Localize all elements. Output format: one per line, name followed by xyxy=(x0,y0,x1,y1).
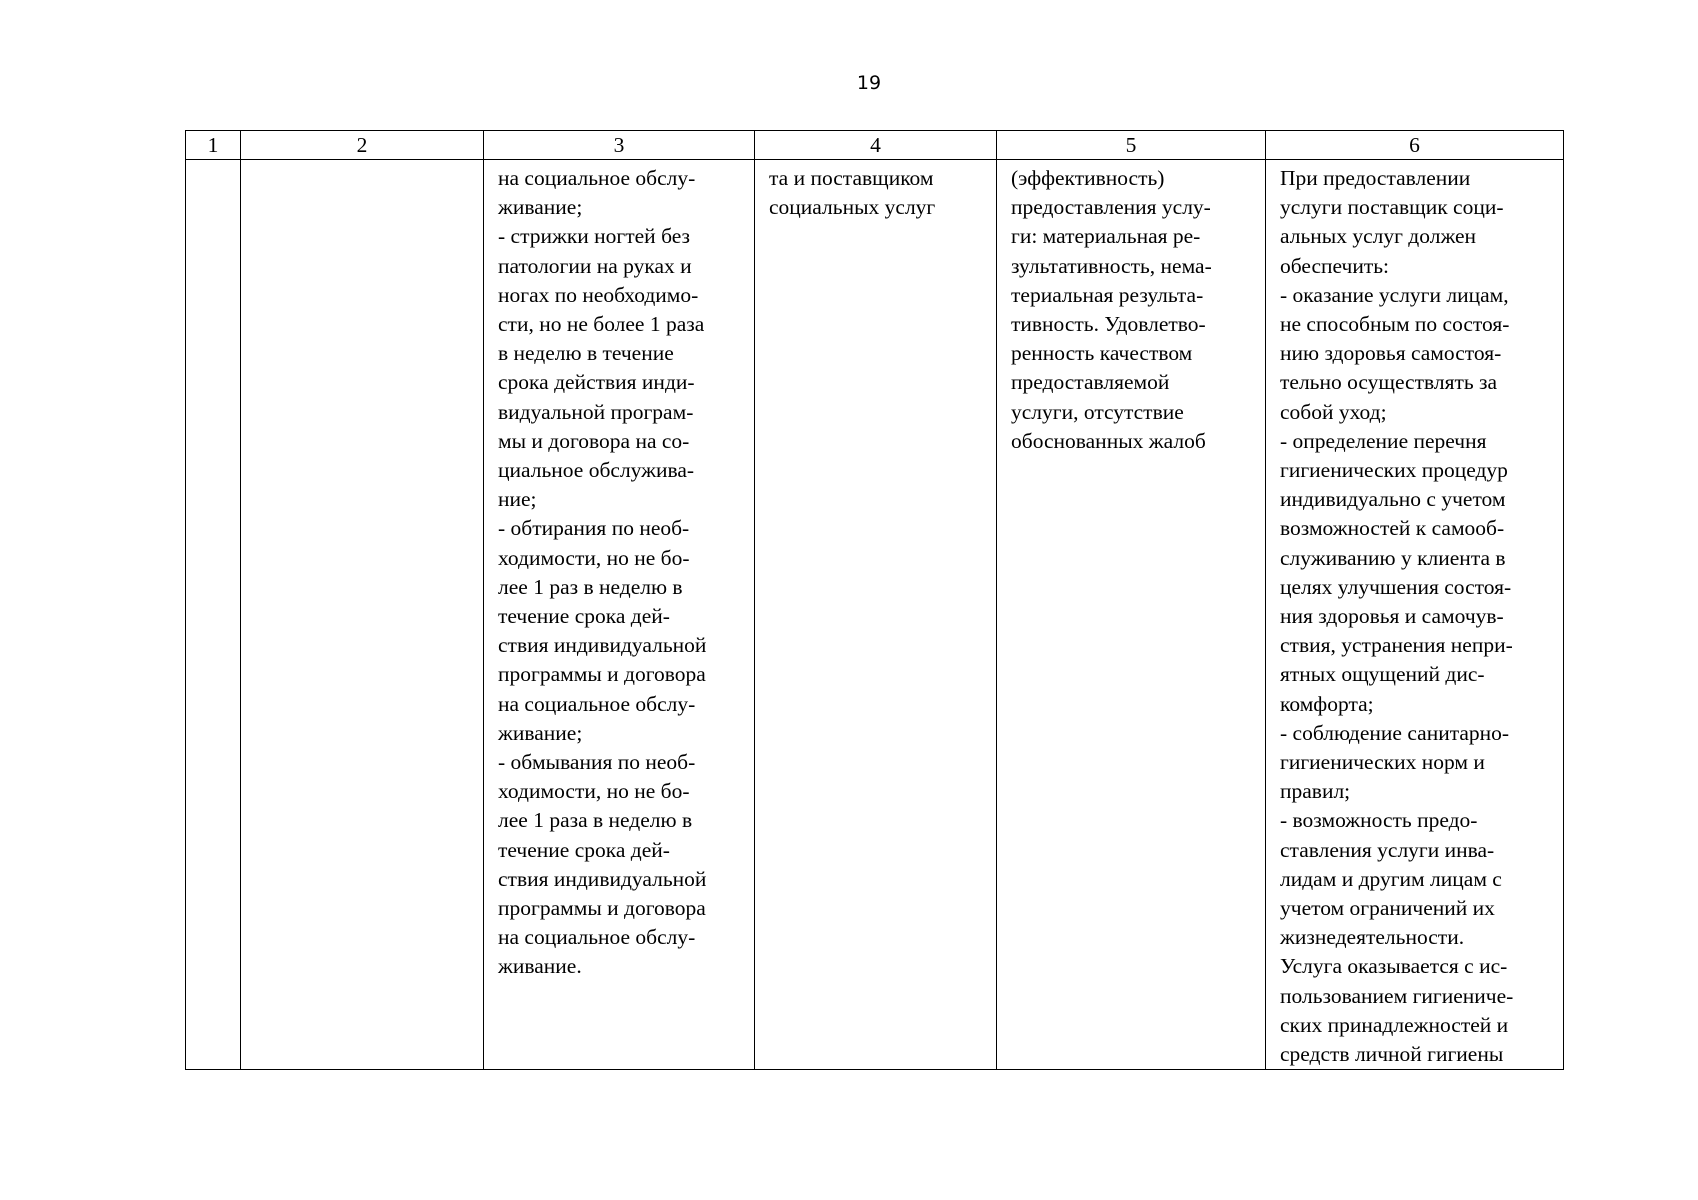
col5-line: тивность. Удовлетво- xyxy=(1011,312,1206,337)
col4-line: социальных услуг xyxy=(769,195,936,220)
col3-line: циальное обслужива- xyxy=(498,458,695,483)
col6-line: тельно осуществлять за xyxy=(1280,370,1498,395)
col6-line: собой уход; xyxy=(1280,399,1387,424)
cell-col4 xyxy=(755,160,997,1070)
col6-line: индивидуально с учетом xyxy=(1280,487,1506,512)
col5-line: предоставления услу- xyxy=(1011,195,1211,220)
col6-line: услуги поставщик соци- xyxy=(1280,195,1504,220)
col3-line: видуальной програм- xyxy=(498,399,694,424)
col4-line: та и поставщиком xyxy=(769,166,934,190)
col5-line: обоснованных жалоб xyxy=(1011,428,1206,453)
col6-line: - определение перечня xyxy=(1280,428,1487,453)
col6-line: - оказание услуги лицам, xyxy=(1280,282,1509,307)
column-header-2: 2 xyxy=(241,131,484,160)
col6-line: возможностей к самооб- xyxy=(1280,516,1505,541)
col3-line: на социальное обслу- xyxy=(498,691,696,716)
col5-line: териальная результа- xyxy=(1011,282,1204,307)
col3-line: течение срока дей- xyxy=(498,837,670,862)
col3-line: живание. xyxy=(498,954,582,979)
col3-line: течение срока дей- xyxy=(498,604,670,629)
col3-line: лее 1 раз в неделю в xyxy=(498,574,683,599)
col5-line: ги: материальная ре- xyxy=(1011,224,1201,249)
col3-line: на социальное обслу- xyxy=(498,925,696,950)
cell-col3 xyxy=(484,160,755,1070)
col3-line: в неделю в течение xyxy=(498,341,674,366)
cell-col2 xyxy=(241,160,484,1070)
col6-line: альных услуг должен xyxy=(1280,224,1477,249)
col6-line: ния здоровья и самочув- xyxy=(1280,604,1504,629)
col3-line: ходимости, но не бо- xyxy=(498,545,690,570)
col6-line: средств личной гигиены xyxy=(1280,1042,1504,1067)
services-table xyxy=(185,130,1564,1070)
col3-line: программы и договора xyxy=(498,662,706,687)
col6-line: - соблюдение санитарно- xyxy=(1280,720,1510,745)
col3-line: - обмывания по необ- xyxy=(498,750,696,775)
col3-line: на социальное обслу- xyxy=(498,166,696,190)
col6-line: учетом ограничений их xyxy=(1280,896,1495,921)
page-number: 19 xyxy=(856,72,882,94)
col5-line: предоставляемой xyxy=(1011,370,1170,395)
col6-line: ствия, устранения непри- xyxy=(1280,633,1513,658)
col6-line: комфорта; xyxy=(1280,691,1374,716)
cell-col5 xyxy=(997,160,1266,1070)
col6-line: пользованием гигиениче- xyxy=(1280,983,1514,1008)
cell-col6 xyxy=(1266,160,1564,1070)
col6-line: При предоставлении xyxy=(1280,166,1471,190)
col3-line: живание; xyxy=(498,720,583,745)
col6-line: гигиенических норм и xyxy=(1280,750,1485,775)
col6-line: служиванию у клиента в xyxy=(1280,545,1506,570)
col3-line: - стрижки ногтей без xyxy=(498,224,691,249)
cell-col1 xyxy=(186,160,241,1070)
header-row xyxy=(186,131,1564,160)
column-header-4: 4 xyxy=(755,131,997,160)
col6-line: Услуга оказывается с ис- xyxy=(1280,954,1508,979)
col3-line: патологии на руках и xyxy=(498,253,692,278)
col3-line: ствия индивидуальной xyxy=(498,633,707,658)
col6-line: целях улучшения состоя- xyxy=(1280,574,1512,599)
col3-line: ствия индивидуальной xyxy=(498,866,707,891)
col5-line: зультативность, нема- xyxy=(1011,253,1212,278)
col3-line: - обтирания по необ- xyxy=(498,516,690,541)
col3-line: ходимости, но не бо- xyxy=(498,779,690,804)
column-header-1: 1 xyxy=(186,131,241,160)
col3-line: срока действия инди- xyxy=(498,370,695,395)
col3-line: ние; xyxy=(498,487,537,512)
col5-line: (эффективность) xyxy=(1011,166,1165,190)
col6-line: ских принадлежностей и xyxy=(1280,1012,1509,1037)
col6-line: ятных ощущений дис- xyxy=(1280,662,1485,687)
col3-line: программы и договора xyxy=(498,896,706,921)
col6-line: нию здоровья самостоя- xyxy=(1280,341,1502,366)
col3-line: мы и договора на со- xyxy=(498,428,690,453)
col3-line: лее 1 раза в неделю в xyxy=(498,808,693,833)
col3-line: ногах по необходимо- xyxy=(498,282,699,307)
col5-line: ренность качеством xyxy=(1011,341,1193,366)
col6-line: обеспечить: xyxy=(1280,253,1390,278)
col3-line: живание; xyxy=(498,195,583,220)
col6-line: ставления услуги инва- xyxy=(1280,837,1495,862)
col6-line: - возможность предо- xyxy=(1280,808,1478,833)
col3-line: сти, но не более 1 раза xyxy=(498,312,705,337)
col6-line: жизнедеятельности. xyxy=(1280,925,1465,950)
col6-line: правил; xyxy=(1280,779,1351,804)
col6-line: лидам и другим лицам с xyxy=(1280,866,1502,891)
column-header-6: 6 xyxy=(1266,131,1564,160)
col6-line: не способным по состоя- xyxy=(1280,312,1510,337)
column-header-3: 3 xyxy=(484,131,755,160)
column-header-5: 5 xyxy=(997,131,1266,160)
table-row xyxy=(186,160,1564,1070)
col5-line: услуги, отсутствие xyxy=(1011,399,1184,424)
col6-line: гигиенических процедур xyxy=(1280,458,1508,483)
